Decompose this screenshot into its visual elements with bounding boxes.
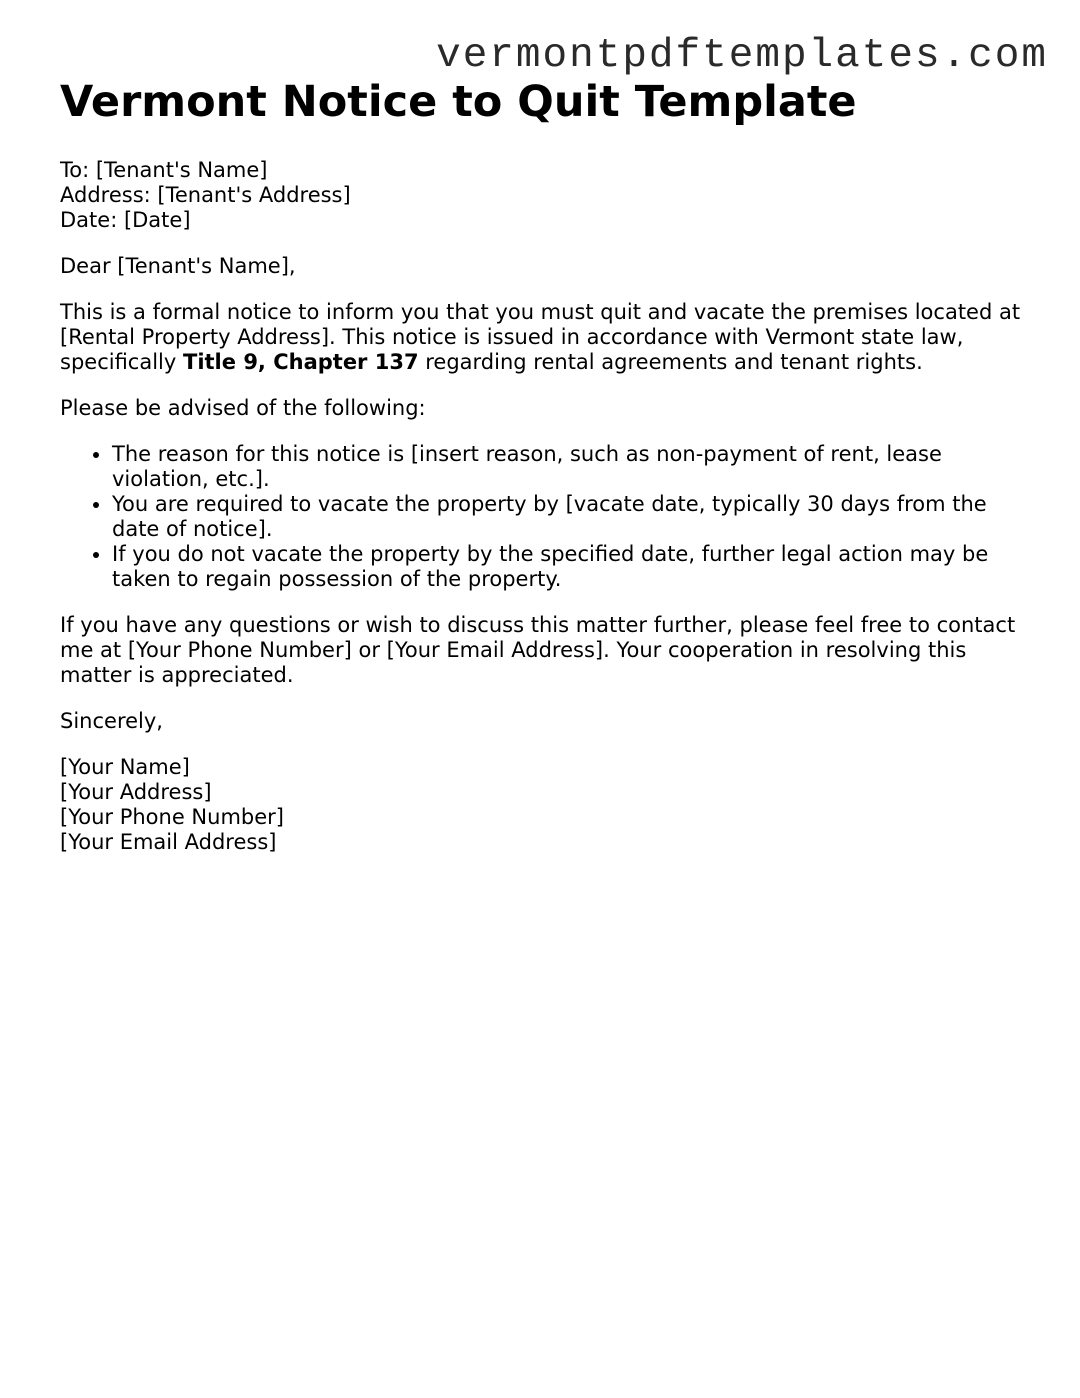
notice-paragraph (60, 300, 1030, 375)
recipient-address: Address: [Tenant's Address] (60, 183, 351, 207)
recipient-header (60, 158, 1030, 233)
notice-date: Date: [Date] (60, 208, 191, 232)
site-watermark: vermontpdftemplates.com (436, 33, 1048, 79)
signer-phone: [Your Phone Number] (60, 805, 284, 829)
notice-paragraph-tail: regarding rental agreements and tenant rights. (418, 350, 923, 374)
document-title: Vermont Notice to Quit Template (60, 77, 857, 127)
closing: Sincerely, (60, 709, 163, 733)
recipient-to: To: [Tenant's Name] (60, 158, 268, 182)
notice-paragraph-text: This is a formal notice to inform you that you must quit and vacate the premises located at [Rental Property Address]. This notice is issued in accordance with Vermont state law, specifically (60, 300, 1021, 374)
signer-email: [Your Email Address] (60, 830, 277, 854)
signer-address: [Your Address] (60, 780, 212, 804)
notice-terms-list (60, 442, 1030, 592)
signature-block (60, 755, 1030, 855)
advised-intro: Please be advised of the following: (60, 396, 426, 420)
contact-paragraph: If you have any questions or wish to discuss this matter further, please feel free to contact me at [Your Phone Number] or [Your Email Address]. Your cooperation in resolving this matter is appreciated. (60, 613, 1016, 687)
document-page (60, 76, 1030, 855)
signer-name: [Your Name] (60, 755, 190, 779)
salutation: Dear [Tenant's Name], (60, 254, 296, 278)
statute-reference: Title 9, Chapter 137 (183, 350, 419, 374)
list-item: • The reason for this notice is [insert reason, such as non-payment of rent, lease violation, etc.]. (112, 442, 1030, 492)
list-item: • If you do not vacate the property by the specified date, further legal action may be taken to regain possession of the property. (112, 542, 1030, 592)
list-item: • You are required to vacate the property by [vacate date, typically 30 days from the date of notice]. (112, 492, 1030, 542)
